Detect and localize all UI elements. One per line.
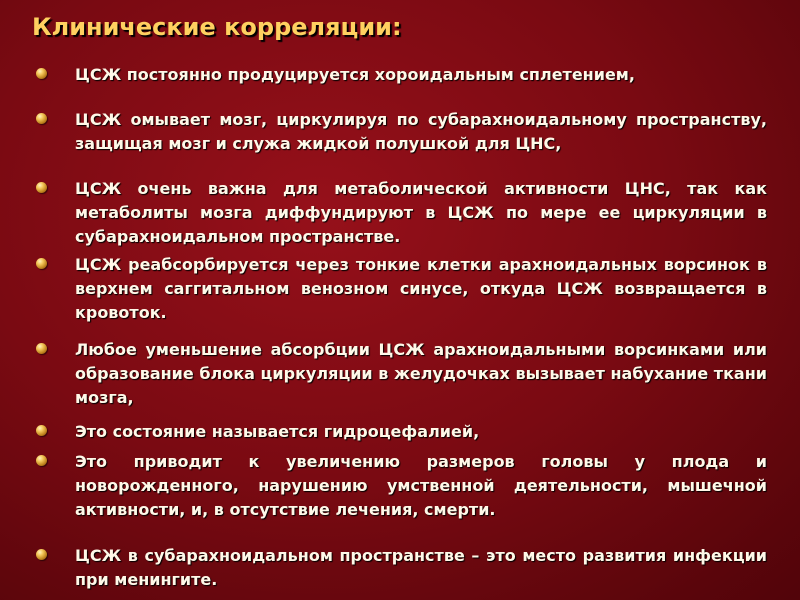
bullet-icon — [36, 455, 47, 466]
bullet-item — [36, 450, 767, 522]
slide-title: Клинические корреляции: — [32, 13, 402, 41]
bullet-icon — [36, 182, 47, 193]
bullet-icon — [36, 343, 47, 354]
bullet-item — [36, 338, 767, 410]
bullet-icon — [36, 113, 47, 124]
bullet-text: Любое уменьшение абсорбции ЦСЖ арахноидальными ворсинками или образование блока циркуляции в желудочках вызывает набухание ткани мозга, — [75, 340, 767, 407]
bullet-text: ЦСЖ в субарахноидальном пространстве – это место развития инфекции при менингите. — [75, 546, 767, 589]
bullet-item — [36, 253, 767, 325]
bullet-text: Это состояние называется гидроцефалией, — [75, 422, 480, 441]
bullet-text: ЦСЖ омывает мозг, циркулируя по субарахноидальному пространству, защищая мозг и служа жидкой полушкой для ЦНС, — [75, 110, 767, 153]
bullet-icon — [36, 425, 47, 436]
bullet-icon — [36, 68, 47, 79]
bullet-text: Это приводит к увеличению размеров головы у плода и новорожденного, нарушению умственной деятельности, мышечной активности, и, в отсутствие лечения, смерти. — [75, 452, 767, 519]
bullet-item — [36, 177, 767, 249]
bullet-text: ЦСЖ очень важна для метаболической активности ЦНС, так как метаболиты мозга диффундируют в ЦСЖ по мере ее циркуляции в субарахноидальном пространстве. — [75, 179, 767, 246]
bullet-item — [36, 63, 767, 87]
bullet-item — [36, 420, 767, 444]
bullet-text: ЦСЖ постоянно продуцируется хороидальным сплетением, — [75, 65, 635, 84]
bullet-icon — [36, 258, 47, 269]
bullet-item — [36, 544, 767, 592]
bullet-text: ЦСЖ реабсорбируется через тонкие клетки арахноидальных ворсинок в верхнем саггитальном венозном синусе, откуда ЦСЖ возвращается в кровоток. — [75, 255, 767, 322]
bullet-item — [36, 108, 767, 156]
bullet-icon — [36, 549, 47, 560]
